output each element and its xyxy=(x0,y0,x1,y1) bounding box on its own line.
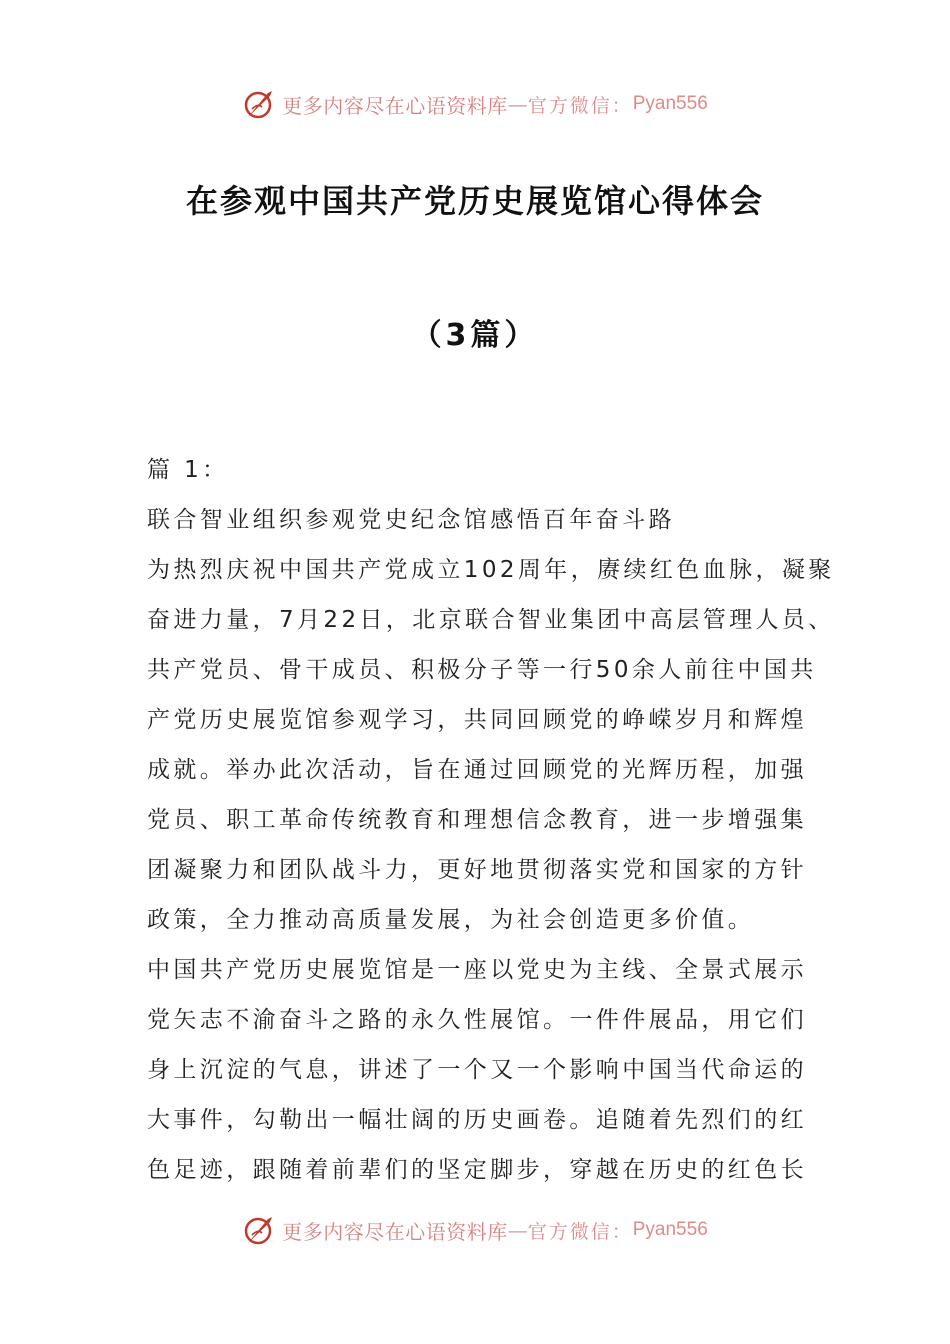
document-subtitle: （3篇） xyxy=(411,318,539,353)
banner-wechat-id: Pyan556 xyxy=(632,93,708,114)
body-line: 大事件，勾勒出一幅壮阔的历史画卷。追随着先烈们的红 xyxy=(147,1107,807,1133)
body-line: 党员、职工革命传统教育和理想信念教育，进一步增强集 xyxy=(147,807,807,833)
body-line: 产党历史展览馆参观学习，共同回顾党的峥嵘岁月和辉煌 xyxy=(147,707,807,733)
body-line: 团凝聚力和团队战斗力，更好地贯彻落实党和国家的方针 xyxy=(147,857,807,883)
quill-logo-icon xyxy=(242,87,276,121)
document-body xyxy=(147,445,835,1195)
banner-wechat-id: Pyan556 xyxy=(632,1219,708,1240)
body-line: 成就。举办此次活动，旨在通过回顾党的光辉历程，加强 xyxy=(147,757,807,783)
banner-wechat-label: 官方微信： xyxy=(527,1220,633,1243)
banner-separator: — xyxy=(507,92,528,116)
banner-text: 更多内容尽在心语资料库 xyxy=(282,93,508,118)
header-banner xyxy=(0,84,950,124)
body-line: 为热烈庆祝中国共产党成立102周年，赓续红色血脉，凝聚 xyxy=(147,557,835,583)
quill-logo-icon xyxy=(242,1213,276,1247)
banner-wechat-label: 官方微信： xyxy=(527,94,633,117)
body-line: 共产党员、骨干成员、积极分子等一行50余人前往中国共 xyxy=(147,657,817,683)
banner-separator: — xyxy=(507,1218,528,1242)
body-line: 党矢志不渝奋斗之路的永久性展馆。一件件展品，用它们 xyxy=(147,1007,807,1033)
section-heading: 篇 1： xyxy=(147,457,229,483)
article-heading: 联合智业组织参观党史纪念馆感悟百年奋斗路 xyxy=(147,507,675,533)
banner-text: 更多内容尽在心语资料库 xyxy=(282,1219,508,1244)
body-line: 政策，全力推动高质量发展，为社会创造更多价值。 xyxy=(147,907,755,933)
body-line: 色足迹，跟随着前辈们的坚定脚步，穿越在历史的红色长 xyxy=(147,1157,807,1183)
footer-banner xyxy=(0,1210,950,1250)
body-line: 奋进力量，7月22日，北京联合智业集团中高层管理人员、 xyxy=(147,607,835,633)
body-line: 身上沉淀的气息，讲述了一个又一个影响中国当代命运的 xyxy=(147,1057,807,1083)
document-title: 在参观中国共产党历史展览馆心得体会 xyxy=(185,182,764,220)
body-line: 中国共产党历史展览馆是一座以党史为主线、全景式展示 xyxy=(147,957,807,983)
